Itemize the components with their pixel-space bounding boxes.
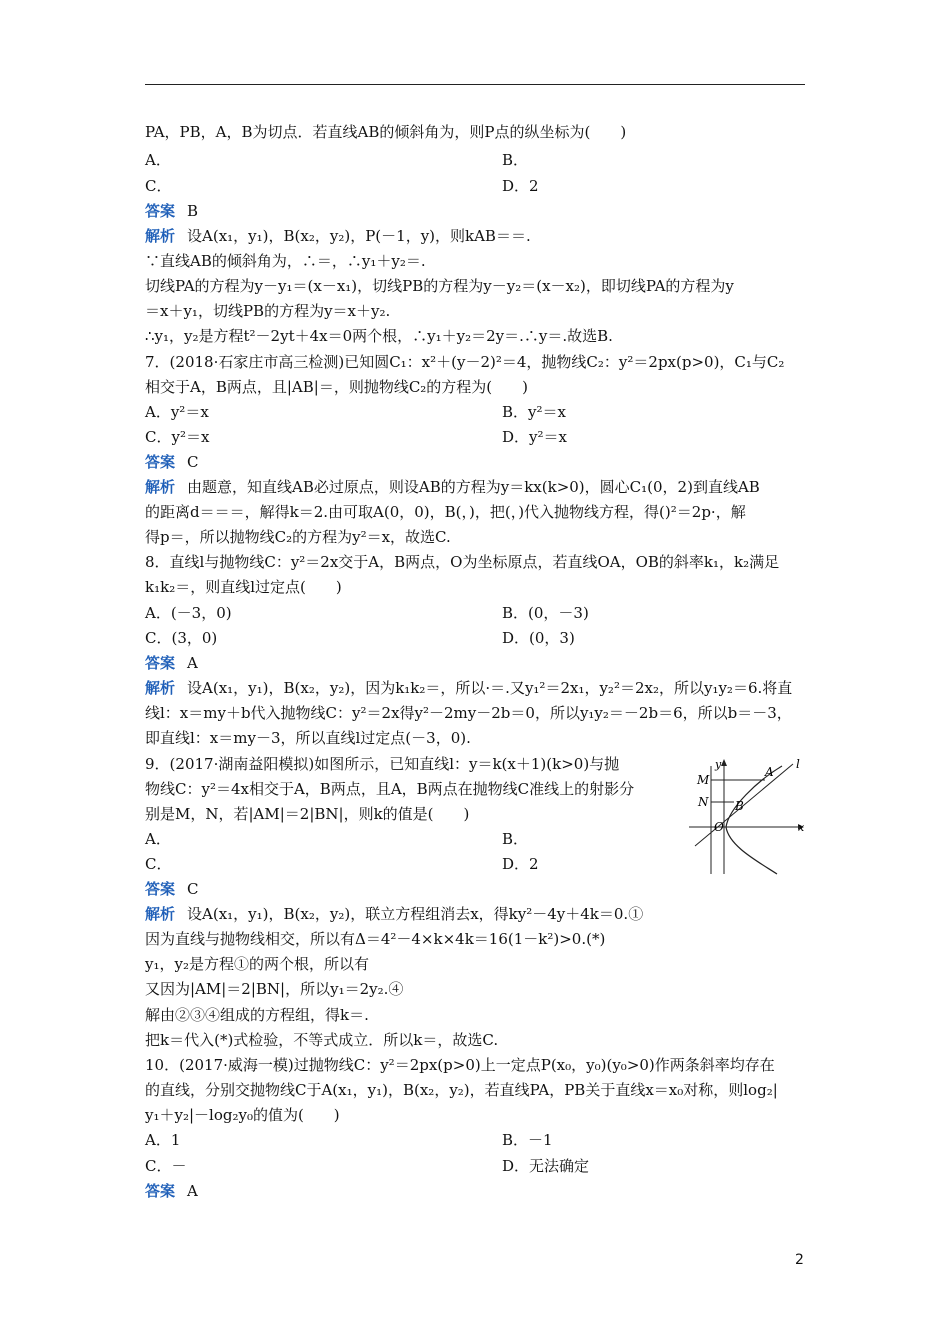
answer-label: 解析 [145, 905, 176, 923]
line-text: 8．直线l与抛物线C：y²＝2x交于A，B两点，O为坐标原点，若直线OA，OB的斜率k₁，k₂满足 [145, 553, 780, 571]
label-y: y [715, 758, 722, 771]
option-right: B．－1 [502, 1131, 553, 1149]
line-text: ∵直线AB的倾斜角为，∴＝，∴y₁＋y₂＝. [145, 252, 426, 270]
text-line [145, 1080, 778, 1100]
text-line [145, 377, 528, 397]
line-text: C．y²＝x [145, 428, 210, 446]
y-axis-arrow [721, 759, 727, 766]
text-line [145, 779, 634, 799]
line-text: 把k＝代入(*)式检验，不等式成立．所以k＝，故选C. [145, 1031, 499, 1049]
text-line [145, 527, 451, 547]
line-text: 别是M，N，若|AM|＝2|BN|，则k的值是( ) [145, 805, 470, 823]
line-text: 即直线l：x＝my－3，所以直线l过定点(－3，0). [145, 729, 471, 747]
text-line [145, 804, 469, 824]
line-text: A [187, 1182, 198, 1200]
line-text: 因为直线与抛物线相交，所以有Δ＝4²－4×k×4k＝16(1－k²)>0.(*) [145, 930, 606, 948]
text-line [145, 979, 403, 999]
text-line [145, 703, 792, 723]
line-text: C．(3，0) [145, 629, 218, 647]
text-line [145, 728, 471, 748]
text-line [145, 352, 784, 372]
answer-line [145, 879, 199, 899]
answer-label: 答案 [145, 880, 176, 898]
line-text: 设A(x₁，y₁)，B(x₂，y₂)，P(－1，y)，则kAB＝＝. [187, 227, 531, 245]
answer-line [145, 477, 760, 497]
text-line [145, 552, 779, 572]
line-text: A． [145, 151, 171, 169]
text-line [145, 301, 390, 321]
line-text: 由题意，知直线AB必过原点，则设AB的方程为y＝kx(k>0)，圆心C₁(0，2)到直线AB [187, 478, 760, 496]
label-m: M [697, 773, 710, 787]
line-text: 10．(2017·威海一模)过抛物线C：y²＝2px(p>0)上一定点P(x₀，y₀)(y₀>0)作两条斜率均存在 [145, 1056, 775, 1074]
answer-line [145, 1181, 198, 1201]
line-text: A．1 [145, 1131, 181, 1149]
option-right: B．y²＝x [502, 403, 566, 421]
answer-label: 答案 [145, 453, 176, 471]
label-n: N [698, 795, 709, 809]
line-text: PA，PB，A，B为切点．若直线AB的倾斜角为，则P点的纵坐标为( ) [145, 123, 627, 141]
text-line [145, 122, 626, 142]
text-line [145, 150, 171, 170]
text-line [145, 628, 217, 648]
option-right: D．无法确定 [502, 1157, 590, 1175]
option-right: B． [502, 830, 529, 848]
line-text: A．(－3，0) [145, 604, 232, 622]
line-text: ＝x＋y₁，切线PB的方程为y＝x＋y₂. [145, 302, 391, 320]
answer-label: 答案 [145, 202, 176, 220]
line-text: ∴y₁，y₂是方程t²－2yt＋4x＝0两个根，∴y₁＋y₂＝2y＝.∴y＝.故选B. [145, 327, 613, 345]
answer-line [145, 653, 198, 673]
line-text: 9．(2017·湖南益阳模拟)如图所示，已知直线l：y＝k(x＋1)(k>0)与抛 [145, 755, 620, 773]
text-line [145, 326, 613, 346]
line-text: C．－ [145, 1157, 187, 1175]
text-line [145, 1156, 186, 1176]
option-right: D．2 [502, 855, 539, 873]
text-line [145, 1005, 369, 1025]
line-text: y₁＋y₂|－log₂y₀的值为( ) [145, 1106, 340, 1124]
line-text: 切线PA的方程为y－y₁＝(x－x₁)，切线PB的方程为y－y₂＝(x－x₂)，即切线PA的方程为y [145, 277, 734, 295]
header-rule [145, 84, 805, 85]
answer-line [145, 226, 531, 246]
line-text: A． [145, 830, 171, 848]
label-l: l [796, 757, 800, 771]
line-text: 又因为|AM|＝2|BN|，所以y₁＝2y₂.④ [145, 980, 404, 998]
parabola-curve [726, 766, 782, 874]
text-line [145, 427, 209, 447]
option-right: D．2 [502, 177, 539, 195]
line-text: y₁，y₂是方程①的两个根，所以有 [145, 955, 369, 973]
answer-line [145, 452, 199, 472]
option-right: D．(0，3) [502, 629, 575, 647]
label-o: O [714, 820, 724, 834]
answer-label: 解析 [145, 679, 176, 697]
text-line [145, 1030, 498, 1050]
label-a: A [765, 765, 774, 779]
line-text: 的距离d＝＝＝，解得k＝2.由可取A(0，0)，B(，)，把(，)代入抛物线方程，得()²＝2p·，解 [145, 503, 746, 521]
line-text: 线l：x＝my＋b代入抛物线C：y²＝2x得y²－2my－2b＝0，所以y₁y₂＝－2b＝6，所以b＝－3， [145, 704, 792, 722]
line-text: 相交于A，B两点，且|AB|＝，则抛物线C₂的方程为( ) [145, 378, 529, 396]
option-right: B．(0，－3) [502, 604, 589, 622]
answer-label: 答案 [145, 654, 176, 672]
line-text: 得p＝，所以抛物线C₂的方程为y²＝x，故选C. [145, 528, 451, 546]
text-line [145, 1105, 340, 1125]
option-right: D．y²＝x [502, 428, 567, 446]
answer-label: 解析 [145, 227, 176, 245]
line-text: 7．(2018·石家庄市高三检测)已知圆C₁：x²＋(y－2)²＝4，抛物线C₂：y²＝2px(p>0)，C₁与C₂ [145, 353, 785, 371]
answer-label: 答案 [145, 1182, 176, 1200]
text-line [145, 502, 746, 522]
line-text: A．y²＝x [145, 403, 209, 421]
text-line [145, 603, 232, 623]
line-text: C． [145, 855, 172, 873]
label-b: B [735, 799, 744, 813]
line-text: 物线C：y²＝4x相交于A，B两点，且A，B两点在抛物线C准线上的射影分 [145, 780, 635, 798]
text-line [145, 577, 342, 597]
text-line [145, 176, 171, 196]
line-text: C [187, 880, 199, 898]
line-text: 解由②③④组成的方程组，得k＝. [145, 1006, 369, 1024]
line-text: A [187, 654, 198, 672]
line-text: C [187, 453, 199, 471]
answer-line [145, 678, 792, 698]
page-number: 2 [795, 1252, 804, 1268]
answer-line [145, 201, 198, 221]
line-l [695, 764, 793, 846]
option-right: B． [502, 151, 529, 169]
answer-line [145, 904, 643, 924]
line-text: C． [145, 177, 172, 195]
text-line [145, 1130, 180, 1150]
line-text: 设A(x₁，y₁)，B(x₂，y₂)，联立方程组消去x，得ky²－4y＋4k＝0.① [187, 905, 644, 923]
text-line [145, 829, 171, 849]
text-line [145, 854, 171, 874]
text-line [145, 1055, 775, 1075]
text-line [145, 276, 734, 296]
line-text: 的直线，分别交抛物线C于A(x₁，y₁)，B(x₂，y₂)，若直线PA，PB关于直线x＝x₀对称，则log₂| [145, 1081, 778, 1099]
text-line [145, 929, 605, 949]
line-text: 设A(x₁，y₁)，B(x₂，y₂)，因为k₁k₂＝，所以·＝.又y₁²＝2x₁，y₂²＝2x₂，所以y₁y₂＝6.将直 [187, 679, 793, 697]
line-text: k₁k₂＝，则直线l过定点( ) [145, 578, 342, 596]
label-x: x [798, 821, 805, 834]
text-line [145, 402, 209, 422]
text-line [145, 954, 369, 974]
line-text: B [187, 202, 199, 220]
text-line [145, 754, 619, 774]
answer-label: 解析 [145, 478, 176, 496]
text-line [145, 251, 426, 271]
parabola-figure [687, 756, 812, 876]
